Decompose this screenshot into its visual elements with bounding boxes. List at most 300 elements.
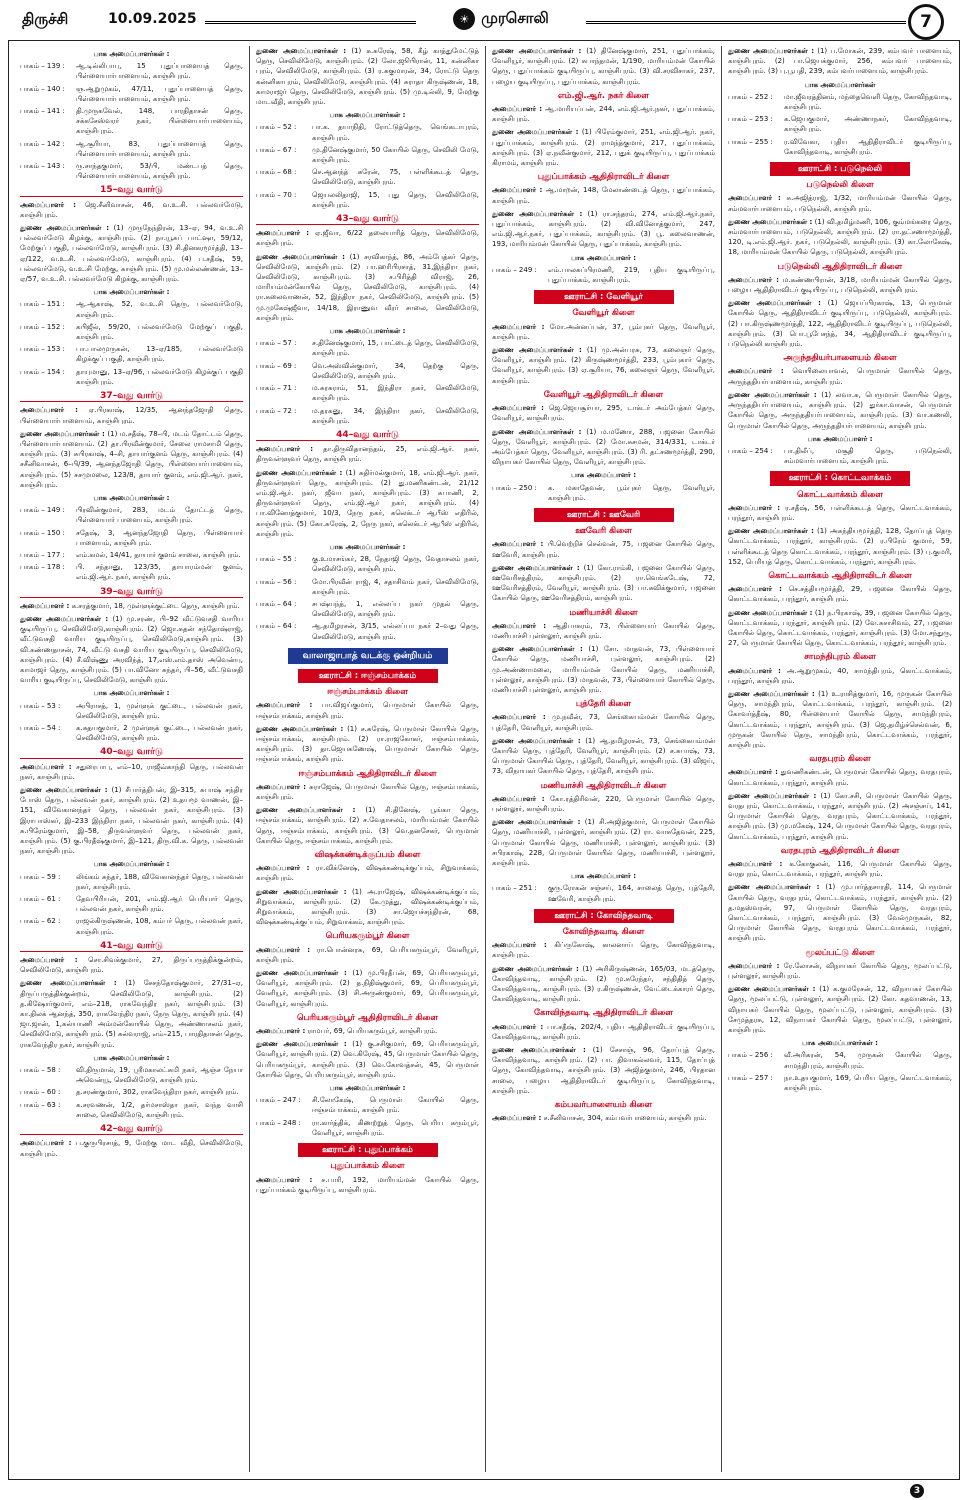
role-label: அமைப்பாளர் : — [20, 1139, 72, 1148]
booth-number: பாகம் – 57 : — [256, 339, 297, 348]
role-label: அமைப்பாளர் : — [256, 1027, 306, 1036]
officer-entry — [728, 767, 952, 787]
booth-text: ஆ.டில்லிபாபு, 15 புதுப்பாளையத் தெரு, பிள்ளையார்பாளையம், காஞ்சிபுரம். — [76, 62, 243, 81]
booth-number: பாகம் – 178 : — [20, 563, 65, 572]
role-label: அமைப்பாளர் : — [256, 782, 307, 791]
entry-text: பா.விஜய்குமார், பெருமாள் கோயில் தெரு, ஈஞ்சம்பாக்கம், காஞ்சிபுரம். — [256, 701, 479, 720]
booth-number: பாகம் – 255 : — [728, 137, 773, 146]
booth-text: பா.பாலமுருகன், 13–ஏ/185, பல்லவர்மேடு கிழக்குப் பகுதி, காஞ்சிபுரம். — [76, 345, 243, 364]
officer-entry — [256, 252, 479, 323]
booth-entry — [20, 550, 243, 560]
page-marker: 3 — [910, 1484, 924, 1498]
officer-entry — [256, 1039, 479, 1080]
officer-entry — [256, 945, 479, 965]
officer-entry — [492, 1113, 715, 1123]
officer-entry — [492, 345, 715, 386]
entry-text: (1) வி.தமிழ்மணி, 106, கும்மங்கரை தெரு, சம்மவார்பாளையம், படுநெல்லி, காஞ்சிபுரம். (2) ரா.தட்சணாமூர்த்தி, 120, டி.எம்.ஜி.ஆர். நகர், படுநெல்லி, காஞ்சிபுரம். (3) கா.லோகேஷ், 18, மாரியம்மன் கோயில் தெரு, படுநெல்லி, காஞ்சிபுரம். — [728, 217, 952, 257]
officer-entry — [256, 468, 479, 539]
role-label: அமைப்பாளர் : — [728, 860, 783, 869]
entry-text: (1) கோ.ராம்கி, பஜனை கோயில் தெரு, ஊவேரிசத்திரம், காஞ்சிபுரம். (2) ரா.வெங்கடேஷ், 72, ஊவேரிசத்திரம், வேளியூர், காஞ்சிபுரம். (3) பா.சுவிக்குமார், பஜனை கோயில் தெரு, ஊவேரிசத்திரம், காஞ்சிபுரம். — [492, 563, 715, 603]
officer-entry — [728, 608, 952, 649]
booth-text: சபஷ்யந்த், 1, எல்லப்ப நகர் முதல் தெரு, செவிலிமேடு, காஞ்சிபுரம். — [312, 599, 479, 619]
role-label: துணை அமைப்பாளர்கள் : — [256, 47, 347, 55]
ward-heading: 42–வது வார்டு — [20, 1124, 243, 1135]
booth-text: குரு.ரோகன் சஞ்சய், 164, சாலைத் தெரு, புத்தேரி, ஊவேரி, காஞ்சிபுரம். — [548, 884, 715, 903]
booth-text: ராஜல்கிருஷ்ணன், 108, கம்பர் தெரு, பல்லவன் நகர், காஞ்சிபுரம். — [76, 917, 243, 936]
section-heading: பாக அமைப்பாளர்கள் : — [93, 493, 170, 502]
role-label: துணை அமைப்பாளர்கள் : — [20, 224, 110, 233]
officer-entry — [492, 563, 715, 604]
booth-text: சதேஷ், 3, ஆனந்தஜோதி தெரு, பிள்ளையார் பாளையம், காஞ்சிபுரம். — [76, 528, 243, 547]
role-label: அமைப்பாளர் : — [492, 404, 544, 413]
booth-entry — [256, 406, 479, 426]
booth-number: பாகம் – 68 : — [256, 168, 297, 177]
entry-text: (1) கு.சசிகுமார், 69, பெரியகரும்பூர், வேளியூர், காஞ்சிபுரம். (2) வெ.கிரேஷ், 45, பெருமாள் கோயில் தெரு, பெரியகரும்பூர், காஞ்சிபுரம். (3) வெ.கோவத்சன், 45, பெருமாள் கோயில் தெரு, பெரியகரும்பூர், காஞ்சிபுரம். — [256, 1040, 480, 1079]
officer-entry — [728, 791, 952, 842]
entry-text: (1) உ.ராசித்குமார், 16, முருகன் கோயில் தெரு, சாமந்திபுரம், கொட்டவாக்கம், பரந்தூர், காஞ்சிபுரம். (2) கோவர்த்தீஷ், 80, பிள்ளையார் கோயில் தெரு, சாமந்திபுரம், கொட்டவாக்கம், பரந்தூர், காஞ்சிபுரம். (3) ஜெ.தமிழ்ச்செல்வன், 6, முருகன் கோயில் தெரு, சாமந்திபுரம், கொட்டவாக்கம், பரந்தூர், காஞ்சிபுரம். — [728, 689, 952, 749]
booth-entry — [256, 599, 479, 619]
booth-text: ம.சுரசுராம், 51, இந்திரா நகர், செவிலிமேடு, காஞ்சிபுரம். — [312, 384, 479, 403]
role-label: துணை அமைப்பாளர்கள் : — [728, 689, 815, 698]
officer-entry — [492, 1022, 715, 1042]
booth-text: ச.தினேஷ்குமார், 15, பாட்டைத் தெரு, செவிலிமேடு, காஞ்சிபுரம். — [312, 339, 479, 358]
role-label: துணை அமைப்பாளர்கள் : — [492, 209, 583, 218]
entry-text: ஏ.ஜீவா, 6/22 தலையாரித் தெரு, செவிலிமேடு, காஞ்சிபுரம். — [256, 229, 479, 248]
role-label: துணை அமைப்பாளர்கள் : — [492, 818, 581, 827]
entry-text: அ.ஆறுமுகம், 40, சாமந்திபுரம், கொட்டவாக்கம், பரந்தூர், காஞ்சிபுரம். — [728, 666, 952, 685]
booth-number: பாகம் – 142 : — [20, 139, 65, 148]
booth-number: பாகம் – 150 : — [20, 528, 65, 537]
booth-text: ஞ.ஆறுமுகம், 47/11, புதுப்பாளையத் தெரு, பிள்ளையார்பாளையம், காஞ்சிபுரம். — [76, 84, 243, 103]
branch-heading: அருந்ததியர்பாளையம் கிளை — [783, 353, 897, 364]
booth-entry — [256, 361, 479, 381]
booth-entry — [728, 446, 952, 466]
role-label: துணை அமைப்பாளர்கள் : — [728, 217, 813, 226]
booth-number: பாகம் – 140 : — [20, 84, 65, 93]
branch-heading: வரதபுரம் ஆதிதிராவிடர் கிளை — [780, 845, 900, 856]
officer-entry — [492, 185, 715, 205]
column-3 — [486, 46, 722, 1472]
panchayat-banner: ஊராட்சி : கொட்டவாக்கம் — [770, 471, 910, 485]
booth-entry — [728, 1050, 952, 1070]
booth-text: வீ.அரிகரன், 54, முருகன் கோயில் தெரு, சாமந்திபுரம், காஞ்சிபுரம். — [784, 1051, 952, 1070]
booth-number: பாகம் – 143 : — [20, 162, 65, 171]
officer-entry — [256, 228, 479, 248]
officer-entry — [256, 444, 479, 464]
branch-heading: புத்தேரி கிளை — [575, 699, 632, 710]
masthead — [0, 0, 972, 44]
entry-text: (1) அரிகிருஷ்ணன், 165/03, மடத்தெரு, கோவிந்தவாடி, காஞ்சிபுரம். (2) மு.சுரேந்தர், சந்திதித் தெரு, கோவிந்தவாடி, காஞ்சிபுரம். (3) ர.கிருஷ்ணன், வேட்டைக்காரர் தெரு, கோவிந்தவாடி, காஞ்சிபுரம். — [492, 964, 715, 1004]
booth-number: பாகம் – 53 : — [20, 701, 61, 710]
role-label: துணை அமைப்பாளர்கள் : — [492, 346, 582, 355]
booth-entry — [728, 137, 952, 157]
branch-heading: விஷக்கண்டிக்குப்பம் கிளை — [314, 850, 421, 861]
booth-text: க.சுதயகுமார், 2 முள்ளுக் குட்டை, பல்லவன் நகர், செவிலிமேடு, காஞ்சிபுரம். — [76, 723, 243, 743]
officer-entry — [728, 193, 952, 213]
entry-text: ச.பாரி, 192, மாரியம்மன் கோயில் தெரு, புதுப்பாக்கம் குடியிருப்பு, காஞ்சிபுரம். — [256, 1175, 480, 1194]
booth-entry — [256, 122, 479, 142]
booth-number: பாகம் – 69 : — [256, 361, 297, 370]
booth-number: பாகம் – 60 : — [20, 1088, 61, 1097]
booth-number: பாகம் – 63 : — [20, 1100, 61, 1109]
booth-number: பாகம் – 253 : — [728, 115, 773, 124]
booth-number: பாகம் – 52 : — [256, 123, 297, 132]
booth-text: மா.ஜீவரத்தினம், மந்தைவெளி தெரு, கோவிந்தவாடி, காஞ்சிபுரம். — [784, 92, 952, 112]
role-label: துணை அமைப்பாளர்கள் : — [256, 969, 347, 978]
role-label: துணை அமைப்பாளர்கள் : — [492, 427, 582, 436]
entry-text: க.கோகுலன், 116, பெருமாள் கோயில் தெரு, வரதபுரம், கொட்டவாக்கம், பரந்தூர், காஞ்சிபுரம். — [728, 860, 952, 879]
officer-entry — [256, 700, 479, 720]
booth-entry — [20, 505, 243, 525]
role-label: துணை அமைப்பாளர்கள் : — [492, 736, 581, 745]
booth-entry — [256, 190, 479, 210]
officer-entry — [256, 46, 479, 107]
branch-heading: புதுப்பாக்கம் ஆதிதிராவிடர் கிளை — [537, 172, 670, 183]
officer-entry — [728, 275, 952, 295]
booth-entry — [256, 577, 479, 597]
role-label: அமைப்பாளர் : — [256, 229, 310, 238]
entry-text: (1) சீபார்த்திபன், இ–315, சுபாஷ் சந்திர போஸ் தெரு, பல்லவன் நகர், காஞ்சிபுரம். (2) உதயமூ வாணன், இ–151, விவேகானந்தர் தெரு, பல்லவன் நகர், காஞ்சிபுரம். (3) இராபாஸ்கர், இ–233 இந்திரா நகர், பல்லவன் நகர், காஞ்சிபுரம். (4) சு.பிரேம்குமார், இ–58, திருவள்ளுவர் தெரு, பல்லவன் நகர், காஞ்சிபுரம். (5) கு.பிரதீஷ்குமார், இ–121, திரு.வி.க. தெரு, பல்லவன் நகர், காஞ்சிபுரம். — [20, 786, 243, 856]
booth-entry — [20, 562, 243, 582]
officer-entry — [492, 127, 715, 168]
role-label: துணை அமைப்பாளர்கள் : — [492, 645, 583, 654]
page-number-badge: 7 — [908, 4, 944, 40]
entry-text: (1) தினேஷ்குமார், 251, புதுப்பாக்கம், வேளியூர், காஞ்சிபுரம். (2) சுபாந்தமன், 1/190, மாரியம்மன் கோயில் தெரு, புதுப்பாக்கம் குடியிருப்பு, காஞ்சிபுரம். (3) வி.சரவிசாகர், 237, பழைய குடியிருப்பு, புதுப்பாக்கம், காஞ்சிபுரம். — [492, 47, 716, 86]
role-label: அமைப்பாளர் : — [728, 961, 780, 970]
entry-text: (1) சரவிகாந்த், 86, அம்பேத்கர் தெரு, செவிலிமேடு, காஞ்சிபுரம். (2) பா.ஹரிபிரசாத், 31,இந்திரா நகர், செவிலிமேடு, காஞ்சிபுரம். (3) ச.பிரித்தி விராஜ், 26, மாரியம்மன்கோயில் தெரு, செவிலிமேடு, காஞ்சிபுரம். (4) ரா.கலைவாணன், 52, இந்திரா நகர், செவிலிமேடு, காஞ்சிபுரம். (5) மு.முகேஷ்ஜீவா, 14/18, இராணுவ வீரர் சாலை, செவிலிமேடு, காஞ்சிபுரம். — [256, 252, 479, 322]
entry-text: ம.கண்ணபிரான், 3/18, மாரியம்மன் கோயில் தெரு, பழைய ஆதிதிராவிடர் குடியிருப்பு, படுநெல்லி, காஞ்சிபுரம். — [728, 275, 952, 295]
officer-entry — [492, 1045, 715, 1096]
branch-heading: ஈஞ்சம்பாக்கம் ஆதிதிராவிடர் கிளை — [298, 768, 437, 779]
booth-text: ஆ.சூரியா, 83, புதுப்பாளையத் தெரு, பிள்ளையார்பாளையம், காஞ்சிபுரம். — [76, 139, 243, 158]
booth-text: ஆ.தமிழரசன், 3/15, எல்லப்பா நகர் 2–வது தெரு, செவிலிமேடு, காஞ்சிபுரம். — [312, 622, 479, 641]
booth-text: ஜெயலலிதாஜி, 15, புது தெரு, செவிலிமேடு, காஞ்சிபுரம். — [312, 190, 479, 209]
role-label: அமைப்பாளர் : — [728, 367, 784, 376]
officer-entry — [20, 601, 243, 611]
booth-text: பி. சந்தானு, 123/35, தாயாரம்மன் குளம், எம்.ஜி.ஆர். நகர், காஞ்சிபுரம். — [76, 563, 243, 582]
officer-entry — [492, 794, 715, 814]
section-heading: பாக அமைப்பாளர் : — [807, 434, 873, 443]
branch-heading: படுநெல்லி கிளை — [806, 180, 874, 191]
entry-text: (1) லவா.சு, பெருமாள் கோயில் தெரு, அருந்ததியர்பாளையம், காஞ்சிபுரம். (2) துர்கா.வாசன், பெருமாள் கோயில் தெரு, அருந்ததியர்பாளையம், காஞ்சிபுரம். (3) வா.கணலி, பெருமாள் கோயில் தெரு, அருந்ததியர்பாளையம், காஞ்சிபுரம். — [728, 390, 952, 430]
booth-text: மோ.பிரவீன் ராஜ், 4, சதாசிவம் நகர், செவிலிமேடு, காஞ்சிபுரம். — [312, 577, 479, 596]
section-heading: பாக அமைப்பாளர்கள் — [804, 80, 876, 89]
role-label: துணை அமைப்பாளர்கள் : — [728, 791, 817, 800]
entry-text: (1) சி.தினேஷ், பூங்கா தெரு, ஈஞ்சம்பாக்கம், காஞ்சிபுரம். (2) ச.வேதாசலம், மாரியம்மன் கோயில் தெரு, ஈஞ்சம்பாக்கம், காஞ்சிபுரம். (3) வெ.தனசேகர், பெருமாள் கோயில் தெரு, ஈஞ்சம்பாக்கம், காஞ்சிபுரம். — [256, 806, 479, 845]
branch-heading: எம்.ஜி.ஆர். நகர் கிளை — [558, 90, 649, 101]
officer-entry — [20, 405, 243, 425]
role-label: துணை அமைப்பாளர்கள் : — [256, 887, 347, 896]
booth-entry — [256, 1118, 479, 1138]
officer-entry — [20, 955, 243, 975]
entry-text: (1) ச.சுரேஷ், பெருமாள் கோயில் தெரு, ஈஞ்சம்பாக்கம், காஞ்சிபுரம். (2) ரா.ராஜகோகர், ஈஞ்சம்பாக்கம், காஞ்சிபுரம். (3) தா.ஜெயகணேஷ், பெருமாள் கோயில் தெரு, ஈஞ்சம்பாக்கம், காஞ்சிபுரம். — [256, 724, 480, 764]
entry-text: செ.சத்தியமூர்த்தி, 29, பஜனை கோயில் தெரு, கொட்டவாக்கம், பரந்தூர், காஞ்சிபுரம். — [728, 585, 952, 604]
ward-heading: 40–வது வார்டு — [20, 747, 243, 758]
booth-number: பாகம் – 247 : — [256, 1096, 301, 1105]
booth-number: பாகம் – 248 : — [256, 1118, 301, 1127]
newspaper-name: முரசொலி — [481, 9, 549, 27]
entry-text: பா.சதீஷ், 202/4, புதிய ஆதிதிராவிடர் குடியிருப்பு, கோவிந்தவாடி, காஞ்சிபுரம். — [492, 1022, 716, 1041]
officer-entry — [20, 785, 243, 856]
role-label: அமைப்பாளர் : — [256, 945, 311, 954]
booth-number: பாகம் – 153 : — [20, 345, 65, 354]
booth-text: லிங்கம் சுந்தர், 188, விவேகானந்தர் தெரு, பல்லவன் நகர், காஞ்சிபுரம். — [76, 872, 243, 891]
booth-number: பாகம் – 250 : — [492, 483, 537, 492]
role-label: அமைப்பாளர் : — [256, 864, 310, 873]
entry-text: (1) ஜெயப்பிரகாஷ், 13, பெருமாள் கோயில் தெரு, ஆதிதிராவிடர் குடியிருப்பு, படுநெல்லி, காஞ்சிபுரம். (2) பா.கிருஷ்ணமூர்த்தி, 122, ஆதிதிராவிடர் குடியிருப்பு, படுநெல்லி, காஞ்சிபுரம். (3) பொ.பூபேசந்த், 34, ஆதிதிராவிடர் குடியிருப்பு, படுநெல்லி காஞ்சிபுரம். — [728, 299, 952, 349]
role-label: அமைப்பாளர் : — [20, 762, 72, 771]
booth-number: பாகம் – 177 : — [20, 550, 65, 559]
ward-heading: 39–வது வார்டு — [20, 587, 243, 598]
booth-number: பாகம் – 141 : — [20, 107, 65, 116]
role-label: அமைப்பாளர் : — [728, 666, 781, 675]
entry-text: (1) மு.அன்பரசு, 73, கலைஞர் தெரு, வேளியூர், காஞ்சிபுரம். (2) கிருஷ்ணமூர்த்தி, 233, பூம்புகார் தெரு, வேளியூர், காஞ்சிபுரம். (3) ஏ.சூரியா, 76, கலைஞர் தெரு, வேளியூர், காஞ்சிபுரம். — [492, 346, 715, 385]
ward-heading: 44–வது வார்டு — [256, 430, 479, 441]
role-label: அமைப்பாளர் : — [492, 322, 545, 331]
booth-entry — [20, 1087, 243, 1097]
booth-entry — [20, 916, 243, 936]
officer-entry — [492, 644, 715, 695]
entry-text: க.சரத்குமார், 18, முள்ளுக்குட்டை தெரு, காஞ்சிபுரம். — [71, 601, 240, 610]
role-label: அமைப்பாளர் : — [728, 768, 778, 777]
booth-entry — [20, 84, 243, 104]
officer-entry — [20, 978, 243, 1049]
role-label: துணை அமைப்பாளர்கள் : — [256, 1040, 347, 1049]
booth-text: அபிராசத், 1, முள்ளுக் குட்டை, பல்லவன் நகர், செவிலிமேடு, காஞ்சிபுரம். — [76, 701, 243, 720]
booth-entry — [20, 723, 243, 743]
booth-number: பாகம் – 59 : — [20, 872, 61, 881]
booth-number: பாகம் – 64 : — [256, 599, 297, 608]
role-label: துணை அமைப்பாளர்கள் : — [728, 608, 813, 617]
entry-text: (1) அசுந்தியமூர்த்தி, 128, தோப்புத் தெரு கொட்டவாக்கம், பரந்தூர், காஞ்சிபுரம். (2) ர.பிரேம் குமார், 59, பள்ளிக்கூடத் தெரு கொட்டவாக்கம், பரந்தூர், காஞ்சிபுரம். (3) பு.குமரி, 152, பெரியத் தெரு, கொட்டவாக்கம், பரந்தூர், காஞ்சிபுரம். — [728, 527, 952, 566]
booth-text: கபிஜீல், 59/20, பல்லவர்மேடு மேற்குப் பகுதி, காஞ்சிபுரம். — [76, 322, 243, 342]
booth-entry — [256, 145, 479, 165]
booth-text: வி.திருமால், 19, ஸ்ரீமகாலட்சுமி நகர், ஆஞ்ச நேயா அவென்யூ, செவிலிமேடு, காஞ்சிபுரம். — [76, 1066, 243, 1085]
role-label: துணை அமைப்பாளர்கள் : — [728, 985, 816, 994]
role-label: துணை அமைப்பாளர்கள் : — [20, 614, 109, 623]
booth-text: நா.உதயகுமார், 169, பெரிய தெரு, கொட்டவாக்கம், காஞ்சிபுரம். — [784, 1073, 952, 1093]
branch-heading: வேளியூர் ஆதிதிராவிடர் கிளை — [543, 389, 664, 400]
column-2 — [250, 46, 486, 1472]
role-label: அமைப்பாளர் : — [728, 503, 781, 512]
booth-entry — [20, 61, 243, 81]
officer-entry — [256, 1175, 479, 1195]
booth-text: ரு.சாந்தகுமார், 53/பி, மண்டபத் தெரு, பிள்ளையார்பாளையம், காஞ்சிபுரம். — [76, 162, 243, 181]
role-label: துணை அமைப்பாளர்கள் : — [492, 128, 579, 137]
entry-text: கோ.ரத்திரிவன், 220, பெருமாள் கோயில் தெரு, புள்ளலூர், காஞ்சிபுரம். — [492, 794, 715, 813]
booth-entry — [256, 554, 479, 574]
branch-heading: கோவிந்தவாடி கிளை — [562, 927, 645, 938]
booth-number: பாகம் – 139 : — [20, 62, 65, 71]
booth-text: மு.தினேஷ்குமார், 50 கோயில் தெரு, செவிலி மேடு, காஞ்சிபுரம். — [312, 145, 479, 165]
role-label: அமைப்பாளர் : — [728, 585, 782, 594]
officer-entry — [492, 964, 715, 1005]
officer-entry — [492, 736, 715, 777]
role-label: துணை அமைப்பாளர்கள் : — [20, 979, 117, 988]
entry-text: (1) மு.பார்த்தசாரதி, 114, பெருமாள் கோயில் தெரு, வரதபுரம், கொட்டவாக்கம், பரந்தூர், காஞ்சிபுரம். (2) த.மதஸ்வரன், 97, பெருமாள் கோயில் தெரு, வரதபுரம், கொட்டவாக்கம், பரந்தூர், காஞ்சிபுரம். (3) வேல்முருகன், 82, பெருமாள் கோயில் தெரு, வரதபுரம் கொட்டவாக்கம், பரந்தூர், காஞ்சிபுரம். — [728, 883, 952, 943]
entry-text: (1) சேசந்தோஷ்குமார், 27/31–ஏ, திருப்பருத்திக்குன்றம், செவிலிமேடு, காஞ்சிபுரம். (2) த.கிஷோர்குமார், எம்–218, ராகவேந்திர நகர், காஞ்சிபுரம். (3) கா.திலக் ஆனந்த், 350, ராகவேந்திர நகர், நேரு தெரு, காஞ்சிபுரம். (4) ஜா.ஜான், 1,சுல்யாணி அம்மன்கோயில் தெரு, அண்ணாசலம் நகர், செவிலிமேடு, காஞ்சிபுரம். (5) சுல்வராஜ், எம்–215, பாரதிதாசன் தெரு, ராகவேந்திர நகர், காஞ்சிபுரம். — [20, 979, 244, 1049]
entry-text: சதுரைபாபு, எம்–10, ராஜீவ்காந்தி தெரு, பல்லவன் நகர், காஞ்சிபுரம். — [20, 762, 244, 781]
role-label: அமைப்பாளர் : — [492, 1114, 542, 1123]
booth-number: பாகம் – 62 : — [20, 917, 61, 926]
booth-text: வெ.அஸ்வின்குமார், 34, தெற்கு தெரு, செவிலிமேடு, காஞ்சிபுரம். — [312, 361, 479, 380]
booth-number: பாகம் – 254 : — [728, 446, 773, 455]
booth-number: பாகம் – 252 : — [728, 92, 773, 101]
branch-heading: படுநெல்லி ஆதிதிராவிடர் கிளை — [777, 261, 903, 272]
booth-number: பாகம் – 149 : — [20, 506, 65, 515]
entry-text: ஜெ.சீனிவாசன், 46, வ.உ.சி. பல்லவர்மேடு, காஞ்சிபுரம். — [20, 200, 243, 219]
rising-sun-icon: ☀ — [453, 8, 475, 30]
role-label: துணை அமைப்பாளர்கள் : — [492, 964, 579, 973]
booth-number: பாகம் – 56 : — [256, 577, 297, 586]
booth-entry — [20, 1100, 243, 1120]
role-label: துணை அமைப்பாளர்கள் : — [492, 563, 580, 572]
entry-text: (1) ப.மோகன், 239, கம்பவர் பாளையம், காஞ்சிபுரம். (2) பா.ஜெயக்குமார், 256, கம்பவர் பாளையம், காஞ்சிபுரம். (3) பு.பூபதி, 239, கம்பவர்பாளையம், காஞ்சிபுரம். — [728, 47, 952, 76]
union-banner: வாலாஜாபாத் வடக்கு ஒன்றியம் — [288, 648, 448, 664]
officer-entry — [728, 584, 952, 604]
branch-heading: பெரியகரும்பூர் ஆதிதிராவிடர் கிளை — [296, 1012, 439, 1023]
officer-entry — [256, 782, 479, 802]
officer-entry — [728, 984, 952, 1035]
branch-heading: வரதபுரம் கிளை — [809, 754, 871, 765]
booth-number: பாகம் – 249 : — [492, 265, 537, 274]
booth-entry — [20, 322, 243, 342]
panchayat-banner: ஊராட்சி : வேளியூர் — [534, 290, 674, 304]
entry-text: (1) மு.பிரதீபன், 69, பெரியகரும்பூர், வேளியூர், காஞ்சிபுரம். (2) த.நிதிஷ்குமார், 69, பெரியகரும்பூர், வேளியூர், காஞ்சிபுரம். (3) சி.அருண்குமார், 69, பெரியகரும்பூர், வேளியூர், காஞ்சிபுரம். — [256, 969, 479, 1008]
officer-entry — [492, 46, 715, 87]
entry-text: ச.சீனிவாசன், 304, கம்பவர்பாளையம், காஞ்சிபுரம். — [543, 1114, 707, 1123]
section-heading: பாக அமைப்பாளர் : — [570, 471, 637, 480]
booth-text: ஆ.ஆகாஷ், 52, வ.உ.சி தெரு, பல்லவர்மேடு, காஞ்சிபுரம். — [76, 300, 243, 319]
entry-text: (1) சு.சுரேஷ், 58, கீழ் காத்துமேட்டுத் தெரு, செவிலிமேடு, காஞ்சிபுரம். (2) லோ.ஜூபிரான், 11, கன்னிகா புரம், செவிலிமேடு, காஞ்சிபுரம். (3) ர.சுகுமாரன், 34, ரோட்டு தெரு கன்னிகாபுரம், செவிலிமேடு, காஞ்சிபுரம். (4) சுராதா கிருஷ்ணன், 18, காமராஜர் தெரு, செவிலிமேடு, காஞ்சிபுரம். (5) மு.டில்லி, 9, மேற்கு மாடவீதி, காஞ்சிபுரம். — [256, 47, 480, 107]
entry-text: (1) க.குமரேசன், 12, விநாயகர் கோயில் தெரு, மூலப்பட்டு, புள்ளலூர், காஞ்சிபுரம். (2) கோ. கதவாணன், 13, விநாயகர் கோயில் தெரு, மூலப்பட்டு, புள்ளலூர், காஞ்சிபுரம். (3) சேமுத்தரசு, 12, விநாயகர் கோயில் தெரு, மூலப்பட்டு, புள்ளலூர், காஞ்சிபுரம். — [728, 985, 952, 1035]
booth-entry — [20, 701, 243, 721]
section-heading: பாக அமைப்பாளர் : — [570, 872, 637, 881]
booth-text: தி.முருகவேல், 148, பாரதிதாசன் தெரு, சக்கசேஸ்வரர் நகர், பிள்ளையார்பாளையம், காஞ்சிபுரம். — [76, 107, 243, 136]
entry-text: ஆ.மாறன், 148, மேலாண்டைத் தெரு, புதுப்பாக்கம், காஞ்சிபுரம். — [492, 186, 715, 205]
entry-text: ப.குருபிரசாத், 9, மேற்கு மாட வீதி, செவிலிமேடு, காஞ்சிபுரம். — [20, 1139, 243, 1158]
booth-text: தாயுமானு, 13–ஏ/96, பல்லவர்மேடு கிழக்குப் பகுதி காஞ்சிபுரம். — [76, 367, 243, 386]
officer-entry — [492, 712, 715, 732]
booth-entry — [20, 161, 243, 181]
booth-number: பாகம் – 151 : — [20, 300, 65, 309]
role-label: அமைப்பாளர் : — [256, 445, 314, 454]
officer-entry — [492, 322, 715, 342]
officer-entry — [728, 46, 952, 77]
entry-text: சொ.சிவக்குமார், 27, திருப்பருத்திக்குன்றம், செவிலிமேடு, காஞ்சிபுரம். — [20, 956, 243, 975]
entry-text: வெயிலையாவல், பெருமாள் கோயில் தெரு, அருந்ததியர்பாளையம், காஞ்சிபுரம். — [728, 367, 952, 386]
booth-entry — [20, 344, 243, 364]
entry-text: துவணிகண்டன், பெருமாள் கோயில் தெரு, வரதபுரம், கொட்டவாக்கம், பரந்தூர், காஞ்சிபுரம். — [728, 768, 953, 787]
branch-heading: வேளியூர் கிளை — [572, 308, 635, 319]
section-heading: பாக அமைப்பாளர்கள் : — [329, 111, 406, 120]
panchayat-banner: ஊராட்சி : ஈஞ்சம்பாக்கம் — [298, 669, 438, 683]
booth-text: க. மகாதேவன், பூம்புகர் தெரு, வேளியூர், காஞ்சிபுரம். — [548, 483, 715, 502]
officer-entry — [728, 526, 952, 567]
booth-entry — [20, 106, 243, 137]
booth-entry — [256, 1095, 479, 1115]
role-label: துணை அமைப்பாளர்கள் : — [728, 299, 821, 308]
booth-number: பாகம் – 70 : — [256, 190, 297, 199]
branch-heading: பெரியகரும்பூர் கிளை — [325, 931, 410, 942]
entry-text: (1) ம.சதீஷ், 78–பி, மடம் தோட்டம் தெரு, பிள்ளையார்பாளையம். (2) தா.பிரவீன்குமார், சேலை ராமசாமி தெரு, காஞ்சிபுரம். (3) சுபிரகாஷ், 4–சி, தாயார்குளம் தெரு, காஞ்சிபுரம். (4) சசீனிவாசன், 6–பி/39, ஆனந்தஜோதி தெரு, பிள்ளையார்பாளையம், காஞ்சிபுரம். (5) சசமுமலை, 123/8, தாயார் குளம், எம்.ஜி.ஆர். நகர், காஞ்சிபுரம். — [20, 429, 243, 489]
branch-heading: மூலப்பட்டு கிளை — [805, 947, 875, 958]
officer-entry — [728, 882, 952, 943]
role-label: துணை அமைப்பாளர்கள் : — [20, 786, 108, 794]
booth-text: செ.ஆனந்த் சுரேன், 75, பள்ளிக்கூடத் தெரு, செவிலிமேடு, காஞ்சிபுரம். — [312, 168, 479, 187]
entry-text: (1) சி.அஜித்குமார், பெருமாள் கோயில் தெரு, மணியாச்சி, புள்ளலூர், காஞ்சிபுரம். (2) ரா. வாசுதேவன், 225, பெருமாள் கோயில் தெரு, மணியாச்சி, புள்ளலூர், காஞ்சிபுரம். (3) சபிரகாஷ், 228, பெருமாள் கோயில் தெரு, மணியாச்சி, புள்ளலூர், காஞ்சிபுரம். — [492, 818, 715, 868]
entry-text: பி.வெற்றிச் செல்வன், 75, பஜனை கோயில் தெரு, ஊவேரி, காஞ்சிபுரம். — [492, 540, 715, 559]
booth-number: பாகம் – 67 : — [256, 145, 297, 154]
officer-entry — [20, 200, 243, 220]
entry-text: ர.சதீஷ், 56, பள்ளிக்கூடத் தெரு, கொட்டவாக்கம், பரந்தூர், காஞ்சிபுரம். — [728, 503, 952, 522]
entry-text: சுராஜேஷ், பெருமாள் கோயில் தெரு, ஈஞ்சம்பாக்கம், காஞ்சிபுரம். — [256, 782, 479, 801]
booth-text: பா.க. தயாநிதி, ரோட்டுத்தெரு, வெங்கடாபுரம், காஞ்சிபுரம். — [312, 123, 479, 142]
officer-entry — [728, 859, 952, 879]
entry-text: ரா.விக்னேஷ், விஷக்கண்டிக்குப்பம், சிறுவாக்கம், காஞ்சிபுரம். — [256, 864, 479, 883]
booth-number: பாகம் – 257 : — [728, 1073, 773, 1082]
role-label: அமைப்பாளர் : — [492, 621, 547, 630]
booth-number: பாகம் – 58 : — [20, 1066, 61, 1075]
booth-text: க.சரவணன், 1/2, தர்மசாஸ்தா நகர், வந்த வாசி சாலை, செவிலிமேடு, காஞ்சிபுரம். — [76, 1100, 243, 1119]
officer-entry — [492, 427, 715, 468]
branch-heading: மணியாச்சி கிளை — [569, 607, 638, 618]
entry-text: மு.நவீன், 73, செங்கையம்மன் கோயில் தெரு, புத்தேரி, வேளியூர், காஞ்சிபுரம். — [492, 713, 716, 732]
officer-entry — [492, 209, 715, 250]
booth-entry — [728, 92, 952, 112]
section-heading: பாக அமைப்பாளர்கள் : — [329, 1084, 406, 1093]
entry-text: ராமபர், 69, பெரியகரும்பூர், காஞ்சிபுரம். — [307, 1027, 438, 1036]
booth-text: தேவபிரியன், 201, எம்.ஜி.ஆர் பெரியார் தெரு, பல்லவன் நகர், காஞ்சிபுரம். — [76, 895, 243, 914]
role-label: துணை அமைப்பாளர்கள் : — [728, 527, 814, 536]
role-label: அமைப்பாளர் : — [20, 406, 78, 415]
booth-number: பாகம் – 72 : — [256, 406, 297, 415]
officer-entry — [20, 429, 243, 490]
entry-text: (1) பிரேம்குமார், 251, எம்.ஜி.ஆர். நகர், புதுப்பாக்கம், காஞ்சிபுரம். (2) ராமந்த்குமார், 217, புதுப்பாக்கம், காஞ்சிபுரம். (3) ஏ.நவீன்குமார், 212, புதுக் குடியிருப்பு, புதுப்பாக்கம் கிராமம், காஞ்சிபுரம். — [492, 128, 716, 168]
officer-entry — [492, 817, 715, 868]
branch-heading: கொட்டவாக்கம் கிளை — [797, 489, 883, 500]
role-label: அமைப்பாளர் : — [492, 713, 546, 722]
officer-entry — [256, 724, 479, 765]
role-label: துணை அமைப்பாளர்கள் : — [256, 468, 343, 477]
officer-entry — [728, 666, 952, 686]
officer-entry — [728, 366, 952, 386]
role-label: அமைப்பாளர் : — [20, 956, 78, 965]
panchayat-banner: ஊராட்சி : புதுப்பாக்கம் — [298, 1143, 438, 1157]
entry-text: (1) ம.மணோ, 288, பஜனை கோயில் தெரு, வேளியூர், காஞ்சிபுரம். (2) மோ.சுசமன், 314/331, டாக்டர் அம்பேத்கர் தெரு, வேளியூர், காஞ்சிபுரம். (3) ரி. தட்சணமூர்த்தி, 290, விநாயகர் கோயில் தெரு, வேளியூர், காஞ்சிபுரம். — [492, 427, 716, 467]
entry-text: (1) சேசாஞ், 96, தோப்புத் தெரு, கோவிந்தவாடி, காஞ்சிபுரம். (2) பா. திவாகல்லவர், 115, தோப்புத் தெரு, கோவிந்தவாடி, காஞ்சிபுரம். (3) அஜித்குமார், 246, பிரதான சாலை, பழைய ஆதிதிராவிடர் குடியிருப்பு, கோவிந்தவாடி, காஞ்சிபுரம். — [492, 1046, 715, 1095]
role-label: அமைப்பாளர் : — [492, 540, 544, 549]
branch-heading: கோவிந்தவாடி ஆதிதிராவிடர் கிளை — [534, 1008, 673, 1019]
booth-entry — [20, 1065, 243, 1085]
entry-text: ஏ.பிரகாஷ், 12/35, ஆனந்தஜோதி தெரு, பிள்ளையார்பாளையம், காஞ்சிபுரம். — [20, 406, 243, 425]
officer-entry — [256, 805, 479, 846]
role-label: துணை அமைப்பாளர்கள் : — [728, 883, 820, 892]
officer-entry — [492, 621, 715, 641]
entry-text: (1) அ.ராஜேஷ், விஷக்கண்டிக்குப்பம், சிறுவாக்கம், காஞ்சிபுரம். (2) கே.முத்து, விஷக்கண்டிக்குப்பம், சிறுவாக்கம், காஞ்சிபுரம். (3) சா.ஜெயச்சந்திரன், 68, விஷக்கண்டிக்குப்பம், சிறுவாக்கம், காஞ்சிபுரம். — [256, 887, 479, 927]
ward-heading: 41–வது வார்டு — [20, 941, 243, 952]
role-label: துணை அமைப்பாளர்கள் : — [492, 1046, 586, 1055]
role-label: அமைப்பாளர் : — [256, 701, 313, 710]
booth-number: பாகம் – 154 : — [20, 367, 65, 376]
entry-text: (1) ந.பிரகாஷ், 39, பஜனை கோயில் தெரு, கொட்டவாக்கம், பரந்தூர், காஞ்சிபுரம். (2) வே.சுசாசிவம், 27, பஜனை கோயில் தெரு, கொட்டவாக்கம், பரந்தூர், காஞ்சிபுரம். (3) மோ.சந்துரு, 27, பெருமாள் கோயில் தெரு, கொட்டவாக்கம், பரந்தூர், காஞ்சிபுரம். — [728, 608, 953, 648]
booth-entry — [492, 883, 715, 903]
booth-number: பாகம் – 256 : — [728, 1051, 773, 1060]
booth-entry — [728, 1073, 952, 1093]
entry-text: (1) சுதிர்மல்குமார், 18, எம்.ஜி.ஆர். நகர், திருவள்ளுவர் தெரு, காஞ்சிபுரம். (2) து.மணிகண்டன், 21/12 எம்.ஜி.ஆர். நகர், ஜீவா நகர், காஞ்சிபுரம். (3) சுபாணி, 2, திருவள்ளுவர் தெரு, எம்.ஜி.ஆர் நகர், காஞ்சிபுரம். (4) பா.வினோத்குமார், 10/3, நேரு நகர், கலெக்டர் ஆபீஸ் எதிரில், காஞ்சிபுரம். (5) கோ.சுரேஷ், 2, நேரு நகர், கலெக்டர் ஆபீஸ் எதிரில், காஞ்சிபுரம். — [256, 468, 479, 538]
edition-date: 10.09.2025 — [108, 11, 197, 27]
booth-text: சி.லோகேஷ், பெருமாள் கோயில் தெரு, ஈஞ்சம்பாக்கம், காஞ்சிபுரம். — [312, 1096, 479, 1115]
